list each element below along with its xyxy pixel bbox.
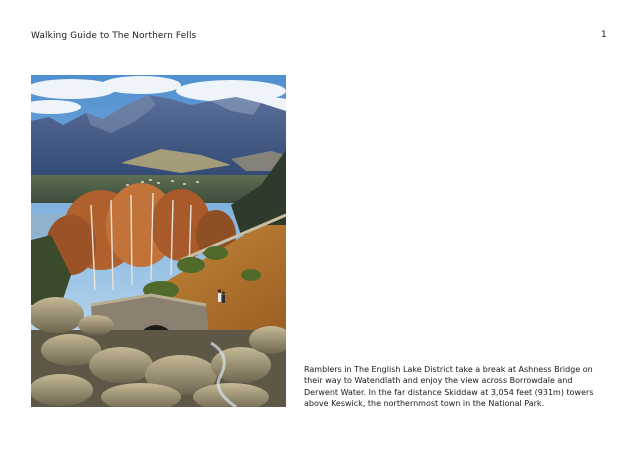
ashness-bridge-photo xyxy=(31,75,286,407)
running-title: Walking Guide to The Northern Fells xyxy=(31,31,197,41)
photo-caption: Ramblers in The English Lake District take a break at Ashness Bridge on their way to Watendlath and enjoy the view across Borrowdale and Derwent Water. In the far distance Skiddaw at 3,054 feet (931m) towers above Keswick, the northernmost town in the National Park. xyxy=(304,365,594,409)
page-number: 1 xyxy=(601,30,607,40)
landscape-illustration xyxy=(31,75,286,407)
